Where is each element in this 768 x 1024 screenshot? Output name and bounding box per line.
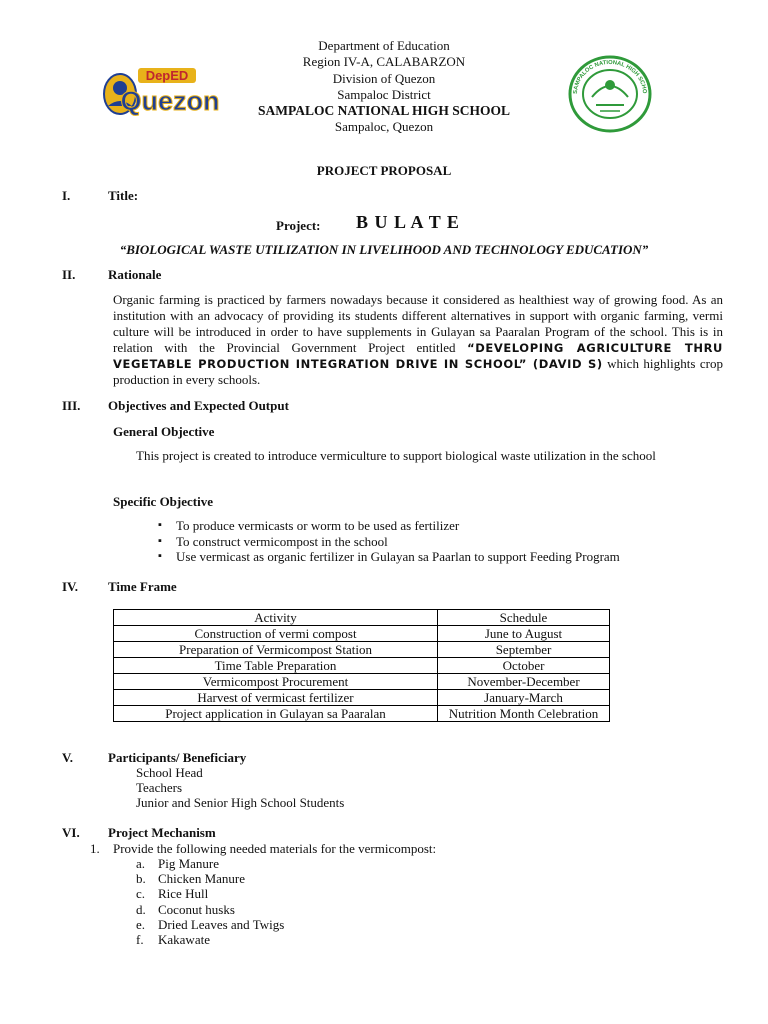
list-item: School Head	[136, 765, 203, 780]
list-item: ▪ To produce vermicasts or worm to be used as fertilizer	[154, 518, 734, 534]
doc-title: PROJECT PROPOSAL	[316, 163, 452, 178]
school-seal	[568, 55, 652, 133]
list-item: e. Dried Leaves and Twigs	[136, 916, 285, 932]
project-name: B U L A T E	[356, 212, 460, 232]
table-cell: Project application in Gulayan sa Paaralan	[114, 706, 438, 722]
table-header-row	[114, 610, 610, 626]
list-item: f. Kakawate	[136, 932, 210, 948]
general-objective-label: General Objective	[113, 424, 215, 439]
list-item: ▪ Use vermicast as organic fertilizer in Gulayan sa Paarlan to support Feeding Program	[154, 549, 734, 565]
svg-text:DepED: DepED	[145, 68, 189, 83]
table-row	[114, 690, 610, 706]
table-row	[114, 674, 610, 690]
section-rationale-heading: II. Rationale	[62, 267, 162, 282]
list-item: d. Coconut husks	[136, 901, 235, 917]
project-subtitle: “BIOLOGICAL WASTE UTILIZATION IN LIVELIHOOD AND TECHNOLOGY EDUCATION”	[119, 242, 649, 257]
mechanism-step: 1. Provide the following needed materials for the vermicompost:	[90, 841, 437, 856]
table-cell: Nutrition Month Celebration	[438, 706, 610, 722]
svg-text:SAMPALOC NATIONAL HIGH SCHOOL: SAMPALOC NATIONAL HIGH SCHO	[572, 59, 648, 95]
table-cell: June to August	[438, 626, 610, 642]
section-title-heading: I. Title:	[62, 188, 139, 203]
table-cell: November-December	[438, 674, 610, 690]
header-line: Department of Education	[318, 38, 450, 53]
table-header: Activity	[114, 610, 438, 626]
table-cell: Vermicompost Procurement	[114, 674, 438, 690]
list-item: ▪ To construct vermicompost in the school	[154, 534, 734, 550]
svg-text:Quezon: Quezon	[120, 86, 220, 116]
table-row	[114, 642, 610, 658]
table-cell: January-March	[438, 690, 610, 706]
section-participants-heading: V. Participants/ Beneficiary	[62, 750, 247, 765]
rationale-paragraph: Organic farming is practiced by farmers nowadays because it considered as healthiest way of growing food. As an institution with an advocacy of providing its students different alternatives in support with organic farming, vermi culture will be introduced in order to have supplements in Gulayan sa Paaralan Program of the school. This is in relation with the Provincial Government Project entitled “DEVELOPING AGRICULTURE THRU VEGETABLE PRODUCTION INTEGRATION DRIVE IN SCHOOL” (DAVID S) which highlights crop production in every schools.	[113, 292, 723, 387]
table-row	[114, 706, 610, 722]
section-timeframe-heading: IV. Time Frame	[62, 579, 177, 594]
table-cell: Time Table Preparation	[114, 658, 438, 674]
table-row	[114, 626, 610, 642]
list-item: c. Rice Hull	[136, 886, 209, 902]
list-item: Teachers	[136, 780, 183, 796]
timeframe-table	[113, 609, 610, 722]
table-header: Schedule	[438, 610, 610, 626]
deped-quezon-logo	[98, 62, 226, 122]
school-name: SAMPALOC NATIONAL HIGH SCHOOL	[258, 103, 510, 119]
materials-list	[136, 856, 284, 947]
general-objective-text: This project is created to introduce vermiculture to support biological waste utilization in the school	[136, 448, 656, 463]
participants-list	[136, 765, 344, 811]
section-mechanism-heading: VI. Project Mechanism	[62, 825, 216, 840]
school-location: Sampaloc, Quezon	[334, 119, 434, 135]
list-item: a. Pig Manure	[136, 856, 220, 871]
table-cell: Harvest of vermicast fertilizer	[114, 690, 438, 706]
header-line: Sampaloc District	[337, 86, 431, 102]
specific-objective-label: Specific Objective	[113, 494, 213, 509]
project-label: Project:	[276, 218, 321, 233]
header-line: Region IV-A, CALABARZON	[302, 54, 466, 70]
list-item: Junior and Senior High School Students	[136, 795, 345, 811]
table-cell: September	[438, 642, 610, 658]
specific-objectives-list	[154, 518, 734, 565]
list-item: b. Chicken Manure	[136, 871, 246, 887]
table-cell: Construction of vermi compost	[114, 626, 438, 642]
table-cell: October	[438, 658, 610, 674]
table-cell: Preparation of Vermicompost Station	[114, 642, 438, 658]
header-line: Division of Quezon	[332, 70, 436, 86]
section-objectives-heading: III. Objectives and Expected Output	[62, 398, 289, 413]
table-row	[114, 658, 610, 674]
